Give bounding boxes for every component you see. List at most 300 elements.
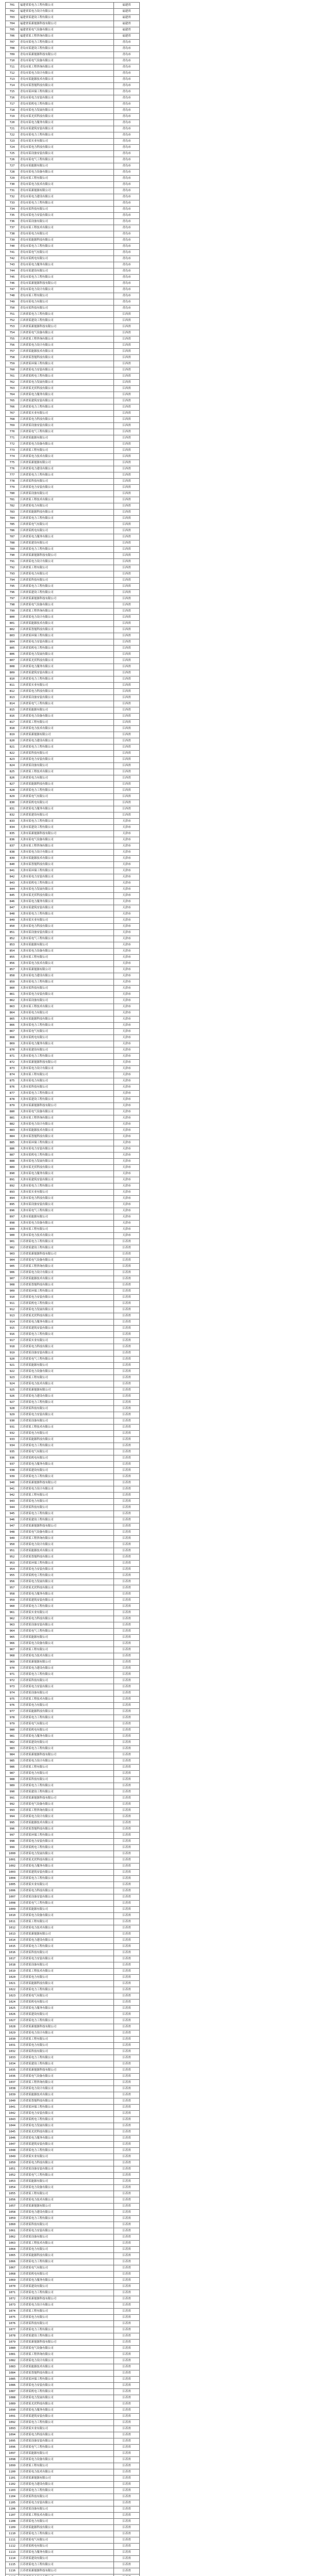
province-cell: 青岛市 [114,188,140,194]
company-name-cell: 江西省某电力设计有限公司 [19,343,114,349]
table-row [6,596,140,602]
row-number-cell: 856 [6,961,19,967]
company-name-cell: 天津市某电力工程有限公司 [19,911,114,918]
company-name-cell: 天津市某智能科技有限公司 [19,862,114,868]
company-name-cell: 青岛市某工程技术有限公司 [19,225,114,231]
company-name-cell: 青岛市某电力安装有限公司 [19,213,114,219]
company-name-cell: 江苏省某电力工程有限公司 [19,2216,114,2222]
table-row [6,46,140,52]
company-name-cell: 青岛市某设备安装有限公司 [19,151,114,157]
row-number-cell: 799 [6,608,19,615]
row-number-cell: 998 [6,1839,19,1845]
row-number-cell: 848 [6,911,19,918]
company-name-cell: 江苏省某新能源有限公司 [19,1931,114,1938]
province-cell: 天津市 [114,862,140,868]
row-number-cell: 1090 [6,2408,19,2414]
table-row [6,1270,140,1276]
table-row [6,1357,140,1363]
table-row [6,324,140,330]
province-cell: 天津市 [114,1202,140,1208]
row-number-cell: 770 [6,429,19,435]
table-row [6,33,140,40]
province-cell: 江西省 [114,720,140,726]
table-row [6,58,140,64]
company-name-cell: 江苏省某电力工程有限公司 [19,1400,114,1406]
company-name-cell: 青岛市某环保工程有限公司 [19,89,114,95]
row-number-cell: 884 [6,1134,19,1140]
company-name-cell: 江西省某工程有限公司 [19,720,114,726]
row-number-cell: 850 [6,924,19,930]
table-row [6,1004,140,1010]
row-number-cell: 1105 [6,2500,19,2506]
province-cell: 江西省 [114,565,140,571]
row-number-cell: 1101 [6,2476,19,2482]
table-row [6,2024,140,2030]
province-cell: 青岛市 [114,157,140,163]
table-row [6,1041,140,1047]
table-row [6,2377,140,2383]
province-cell: 江苏省 [114,2228,140,2234]
province-cell: 江苏省 [114,2568,140,2574]
row-number-cell: 1097 [6,2451,19,2457]
row-number-cell: 1059 [6,2216,19,2222]
province-cell: 江西省 [114,343,140,349]
province-cell: 天津市 [114,893,140,899]
table-row [6,1115,140,1122]
company-name-cell: 江苏省某电力工程有限公司 [19,1511,114,1517]
company-name-cell: 江苏省某能源有限公司 [19,1907,114,1913]
table-row [6,2160,140,2166]
province-cell: 天津市 [114,1091,140,1097]
table-row [6,1387,140,1394]
table-row [6,435,140,442]
table-row [6,2092,140,2098]
table-row [6,1400,140,1406]
company-name-cell: 江西省某新能源科技有限公司 [19,553,114,559]
row-number-cell: 711 [6,64,19,71]
table-row [6,1993,140,1999]
table-row [6,157,140,163]
table-row [6,1449,140,1455]
province-cell: 江苏省 [114,2241,140,2247]
company-name-cell: 江苏省某电力有限公司 [19,2247,114,2253]
province-cell: 天津市 [114,905,140,911]
province-cell: 江苏省 [114,1641,140,1647]
row-number-cell: 712 [6,71,19,77]
table-row [6,1882,140,1888]
company-name-cell: 江苏省某环保工程有限公司 [19,2377,114,2383]
province-cell: 江苏省 [114,1505,140,1511]
row-number-cell: 989 [6,1783,19,1789]
province-cell: 江苏省 [114,2253,140,2259]
row-number-cell: 704 [6,21,19,27]
table-row [6,930,140,936]
row-number-cell: 943 [6,1499,19,1505]
row-number-cell: 1103 [6,2488,19,2494]
row-number-cell: 818 [6,726,19,732]
row-number-cell: 862 [6,998,19,1004]
row-number-cell: 968 [6,1653,19,1659]
province-cell: 天津市 [114,1171,140,1177]
province-cell: 江苏省 [114,1554,140,1561]
row-number-cell: 778 [6,479,19,485]
row-number-cell: 760 [6,367,19,374]
company-name-cell: 江西省某电力安装有限公司 [19,639,114,646]
table-row [6,256,140,262]
company-name-cell: 江西省某建筑安装有限公司 [19,398,114,404]
row-number-cell: 730 [6,182,19,188]
company-name-cell: 江苏省某电力建设有限公司 [19,1394,114,1400]
row-number-cell: 924 [6,1381,19,1387]
table-row [6,497,140,503]
table-row [6,2123,140,2129]
table-row [6,1814,140,1820]
table-row [6,1956,140,1962]
province-cell [114,2574,140,2576]
table-row [6,1313,140,1319]
table-row [6,262,140,268]
row-number-cell: 1080 [6,2346,19,2352]
company-name-cell: 青岛市某能源技术有限公司 [19,77,114,83]
row-number-cell: 921 [6,1363,19,1369]
province-cell: 江苏省 [114,1925,140,1931]
province-cell: 江西省 [114,744,140,751]
province-cell: 江苏省 [114,2136,140,2142]
row-number-cell: 837 [6,843,19,850]
table-row [6,1715,140,1721]
company-name-cell: 江苏省某电力安装有限公司 [19,2228,114,2234]
province-cell: 江苏省 [114,1721,140,1727]
company-name-cell: 江苏省某工程咨询有限公司 [19,2352,114,2358]
row-number-cell: 950 [6,1542,19,1548]
company-name-cell: 江苏省某电力设备有限公司 [19,1369,114,1375]
row-number-cell: 808 [6,664,19,670]
table-row [6,1363,140,1369]
company-name-cell: 江西省某电气有限公司 [19,794,114,800]
company-name-cell: 江苏省某工程有限公司 [19,1765,114,1771]
table-row [6,1579,140,1585]
table-row [6,664,140,670]
table-row [6,1740,140,1746]
table-row [6,794,140,800]
company-name-cell: 江西省某工程技术有限公司 [19,769,114,775]
company-name-cell: 江苏省某电力技术有限公司 [19,1381,114,1387]
row-number-cell: 847 [6,905,19,911]
row-number-cell: 753 [6,324,19,330]
province-cell: 江苏省 [114,1295,140,1301]
company-name-cell: 江苏省某科技有限公司 [19,2222,114,2228]
province-cell: 江苏省 [114,1826,140,1833]
company-name-cell: 江苏省某机电有限公司 [19,2272,114,2278]
company-name-cell: 江西省某电气工程有限公司 [19,701,114,707]
row-number-cell: 841 [6,868,19,874]
company-name-cell: 江苏省某新能源科技有限公司 [19,1480,114,1486]
province-cell: 江苏省 [114,2352,140,2358]
company-name-cell: 江西省某电力发展有限公司 [19,652,114,658]
row-number-cell: 962 [6,1616,19,1622]
province-cell: 江苏省 [114,1406,140,1412]
table-row [6,15,140,21]
company-name-cell: 天津市某电力发展有限公司 [19,887,114,893]
province-cell: 天津市 [114,942,140,948]
table-row [6,114,140,120]
row-number-cell: 1012 [6,1925,19,1931]
table-row [6,1381,140,1387]
province-cell: 江苏省 [114,1839,140,1845]
row-number-cell: 755 [6,336,19,343]
province-cell: 江苏省 [114,1678,140,1684]
row-number-cell: 832 [6,812,19,819]
row-number-cell: 742 [6,256,19,262]
company-name-cell: 天津市某电力设备有限公司 [19,948,114,955]
row-number-cell: 1112 [6,2544,19,2550]
table-row [6,1826,140,1833]
row-number-cell: 1008 [6,1901,19,1907]
table-row [6,1239,140,1245]
province-cell: 天津市 [114,1004,140,1010]
company-name-cell: 江苏省某新能源科技有限公司 [19,1752,114,1758]
company-name-cell: 江苏省某工程有限公司 [19,2037,114,2043]
province-cell: 江苏省 [114,2265,140,2272]
table-row [6,1060,140,1066]
province-cell: 江苏省 [114,1962,140,1969]
row-number-cell: 784 [6,516,19,522]
company-name-cell: 江西省某电力设计有限公司 [19,559,114,565]
row-number-cell: 739 [6,238,19,244]
row-number-cell: 1095 [6,2438,19,2445]
table-row [6,225,140,231]
company-name-cell: 天津市某电力工程有限公司 [19,1023,114,1029]
table-row [6,670,140,676]
company-name-cell: 江苏省某电力有限公司 [19,2519,114,2525]
row-number-cell: 881 [6,1115,19,1122]
company-name-cell: 江苏省某建设有限公司 [19,2556,114,2562]
company-name-cell: 江西省某能源有限公司 [19,707,114,714]
row-number-cell: 731 [6,188,19,194]
table-row [6,1591,140,1598]
row-number-cell: 1013 [6,1931,19,1938]
table-row [6,1332,140,1338]
company-name-cell: 江苏省某建设工程有限公司 [19,1517,114,1523]
row-number-cell: 773 [6,448,19,454]
row-number-cell: 724 [6,145,19,151]
company-name-cell: 江西省某电力工程有限公司 [19,312,114,318]
row-number-cell: 878 [6,1097,19,1103]
company-name-cell: 江西省某电力有限公司 [19,571,114,578]
company-name-cell: 江苏省某电力发展有限公司 [19,2123,114,2129]
province-cell: 江苏省 [114,1870,140,1876]
province-cell: 青岛市 [114,64,140,71]
company-name-cell: 江苏省某能源技术有限公司 [19,1276,114,1282]
company-name-cell: 江西省某电力建设有限公司 [19,466,114,472]
company-name-cell: 天津市某工程咨询有限公司 [19,843,114,850]
company-name-cell: 江西省某电力安装有限公司 [19,757,114,763]
row-number-cell: 1084 [6,2370,19,2377]
row-number-cell: 842 [6,874,19,880]
province-cell: 江西省 [114,429,140,435]
row-number-cell: 1032 [6,2049,19,2055]
table-row [6,850,140,856]
table-row [6,2445,140,2451]
row-number-cell: 702 [6,9,19,15]
company-name-cell: 江苏省某电力设计有限公司 [19,2358,114,2364]
province-cell: 天津市 [114,1066,140,1072]
company-name-cell: 江苏省某能源有限公司 [19,1363,114,1369]
row-number-cell: 748 [6,293,19,299]
province-cell: 江西省 [114,336,140,343]
table-row [6,2494,140,2500]
table-row [6,738,140,744]
row-number-cell: 1051 [6,2166,19,2173]
table-row [6,1758,140,1765]
table-row [6,503,140,510]
table-row [6,2432,140,2438]
province-cell: 江苏省 [114,1585,140,1591]
company-name-cell: 江苏省某电力工程有限公司 [19,1715,114,1721]
company-name-cell: 天津市某实业有限公司 [19,1190,114,1196]
row-number-cell: 774 [6,454,19,460]
province-cell: 江苏省 [114,2414,140,2420]
province-cell: 江苏省 [114,2272,140,2278]
table-row [6,101,140,108]
company-name-cell: 江西省某电力科技有限公司 [19,417,114,423]
province-cell: 青岛市 [114,219,140,225]
table-row [6,491,140,497]
company-name-cell: 青岛市某科技有限公司 [19,207,114,213]
table-row [6,510,140,516]
province-cell: 江西省 [114,411,140,417]
row-number-cell: 885 [6,1140,19,1146]
row-number-cell: 762 [6,380,19,386]
company-name-cell: 天津市某电力安装有限公司 [19,992,114,998]
province-cell: 天津市 [114,967,140,973]
row-number-cell: 740 [6,244,19,250]
province-cell: 江苏省 [114,2018,140,2024]
row-number-cell: 783 [6,510,19,516]
company-name-cell: 江西省某电力设备有限公司 [19,442,114,448]
province-cell: 江苏省 [114,2531,140,2537]
company-name-cell: 青岛市某电力工程有限公司 [19,40,114,46]
table-row [6,2241,140,2247]
province-cell: 青岛市 [114,238,140,244]
province-cell: 江苏省 [114,2204,140,2210]
row-number-cell: 754 [6,330,19,336]
company-name-cell: 江苏省某能源科技有限公司 [19,2253,114,2259]
province-cell: 江西省 [114,479,140,485]
table-row [6,1153,140,1159]
table-row [6,658,140,664]
company-name-cell: 江西省某电力工程有限公司 [19,404,114,411]
table-row [6,1684,140,1690]
company-name-cell: 青岛市某电力技术有限公司 [19,182,114,188]
table-row [6,485,140,491]
row-number-cell: 966 [6,1641,19,1647]
company-name-cell: 江苏省某电力设备有限公司 [19,2185,114,2191]
row-number-cell: 934 [6,1443,19,1449]
row-number-cell: 1089 [6,2401,19,2408]
company-name-cell: 江苏省某电力安装有限公司 [19,1684,114,1690]
row-number-cell: 814 [6,701,19,707]
province-cell: 江苏省 [114,2197,140,2204]
table-row [6,695,140,701]
row-number-cell: 813 [6,695,19,701]
company-name-cell: 江西省某电气工程有限公司 [19,429,114,435]
table-row [6,2525,140,2531]
row-number-cell: 932 [6,1431,19,1437]
row-number-cell: 972 [6,1678,19,1684]
table-row [6,312,140,318]
province-cell: 青岛市 [114,95,140,101]
table-row [6,1245,140,1251]
table-row [6,714,140,720]
table-row [6,2210,140,2216]
table-row [6,2302,140,2309]
province-cell: 江苏省 [114,1752,140,1758]
province-cell: 江苏省 [114,2482,140,2488]
company-name-cell: 江苏省某电力有限公司 [19,1499,114,1505]
province-cell: 江苏省 [114,1629,140,1635]
table-row [6,812,140,819]
province-cell: 江苏省 [114,1888,140,1894]
row-number-cell: 840 [6,862,19,868]
company-name-cell: 福建省某电气设备有限公司 [19,27,114,33]
table-row [6,1690,140,1697]
table-row [6,689,140,695]
table-row [6,2043,140,2049]
table-row [6,522,140,528]
table-row [6,1962,140,1969]
province-cell: 江西省 [114,689,140,695]
table-row [6,1969,140,1975]
province-cell: 江苏省 [114,2278,140,2284]
province-cell: 江苏省 [114,1326,140,1332]
row-number-cell: 1034 [6,2061,19,2067]
company-name-cell: 江苏省某电力工程有限公司 [19,2562,114,2568]
row-number-cell: 853 [6,942,19,948]
row-number-cell: 988 [6,1777,19,1783]
table-row [6,411,140,417]
row-number-cell: 904 [6,1258,19,1264]
row-number-cell: 990 [6,1789,19,1795]
table-row [6,2086,140,2092]
province-cell: 江苏省 [114,2129,140,2136]
company-name-cell: 江苏省某建筑安装有限公司 [19,1598,114,1604]
province-cell: 江苏省 [114,1727,140,1734]
company-name-cell: 江苏省某设备安装有限公司 [19,2438,114,2445]
province-cell: 江苏省 [114,2488,140,2494]
province-cell: 江西省 [114,590,140,596]
table-row [6,639,140,646]
table-row [6,318,140,324]
province-cell: 江苏省 [114,1258,140,1264]
table-row [6,2129,140,2136]
table-row [6,608,140,615]
row-number-cell: 889 [6,1165,19,1171]
table-row [6,2222,140,2228]
province-cell: 江西省 [114,769,140,775]
table-row [6,479,140,485]
province-cell: 江苏省 [114,2340,140,2346]
province-cell: 江苏省 [114,2160,140,2166]
table-row [6,1146,140,1153]
province-cell: 江苏省 [114,2105,140,2111]
table-row [6,3,140,9]
row-number-cell: 865 [6,1016,19,1023]
table-row [6,429,140,435]
table-row [6,862,140,868]
table-row [6,540,140,547]
company-name-cell: 青岛市某建设工程有限公司 [19,46,114,52]
